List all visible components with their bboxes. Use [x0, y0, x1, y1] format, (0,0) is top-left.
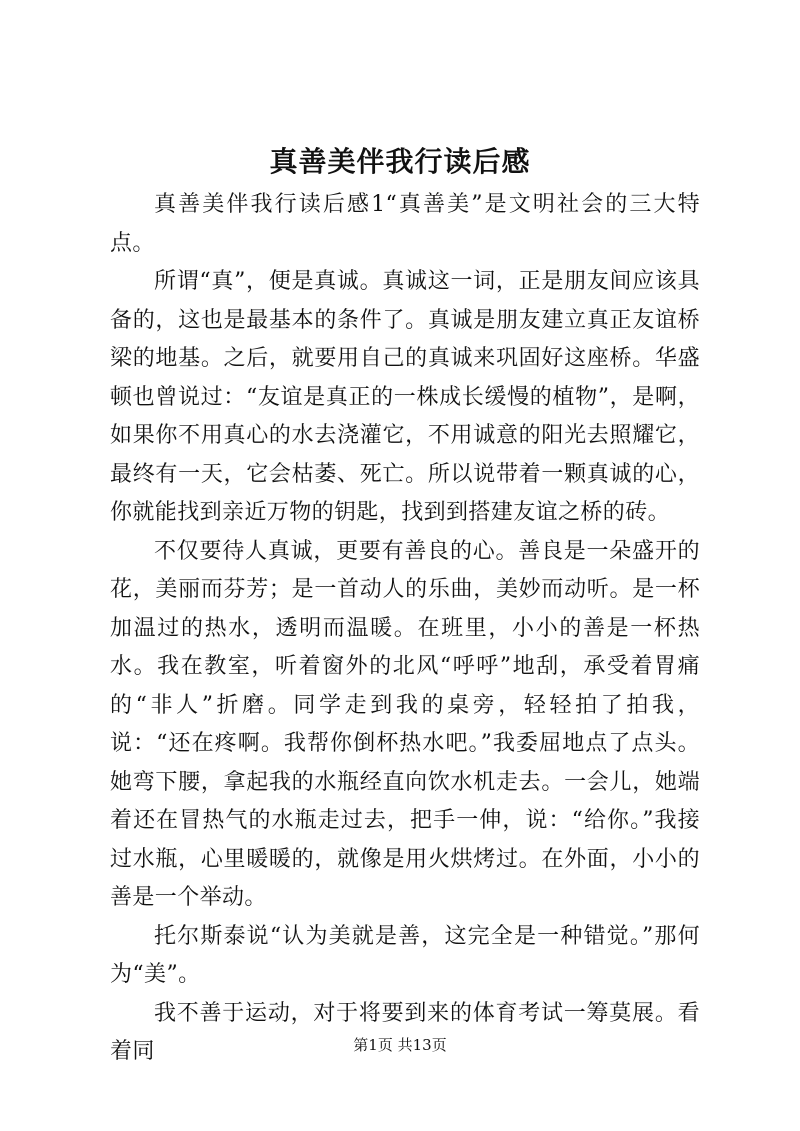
document-body — [110, 186, 700, 1072]
paragraph: 托尔斯泰说“认为美就是善，这完全是一种错觉。”那何为“美”。 — [110, 923, 700, 987]
paragraph: 真善美伴我行读后感1“真善美”是文明社会的三大特点。 — [110, 192, 700, 256]
document-title: 真善美伴我行读后感 — [269, 145, 531, 178]
page-footer: 第1页 共13页 — [353, 1036, 447, 1054]
paragraph: 我不善于运动，对于将要到来的体育考试一筹莫展。看着同 — [110, 1000, 700, 1064]
paragraph: 所谓“真”，便是真诚。真诚这一词，正是朋友间应该具备的，这也是最基本的条件了。真诚是朋友建立真正友谊桥梁的地基。之后，就要用自己的真诚来巩固好这座桥。华盛顿也曾说过：“友谊是真正的一株成长缓慢的植物”，是啊，如果你不用真心的水去浇灌它，不用诚意的阳光去照耀它，最终有一天，它会枯萎、死亡。所以说带着一颗真诚的心，你就能找到亲近万物的钥匙，找到到搭建友谊之桥的砖。 — [110, 269, 700, 525]
paragraph: 不仅要待人真诚，更要有善良的心。善良是一朵盛开的花，美丽而芬芳；是一首动人的乐曲，美妙而动听。是一杯加温过的热水，透明而温暖。在班里，小小的善是一杯热水。我在教室，听着窗外的北风“呼呼”地刮，承受着胃痛的“非人”折磨。同学走到我的桌旁，轻轻拍了拍我，说：“还在疼啊。我帮你倒杯热水吧。”我委屈地点了点头。她弯下腰，拿起我的水瓶经直向饮水机走去。一会儿，她端着还在冒热气的水瓶走过去，把手一伸，说：“给你。”我接过水瓶，心里暖暖的，就像是用火烘烤过。在外面，小小的善是一个举动。 — [110, 538, 700, 910]
